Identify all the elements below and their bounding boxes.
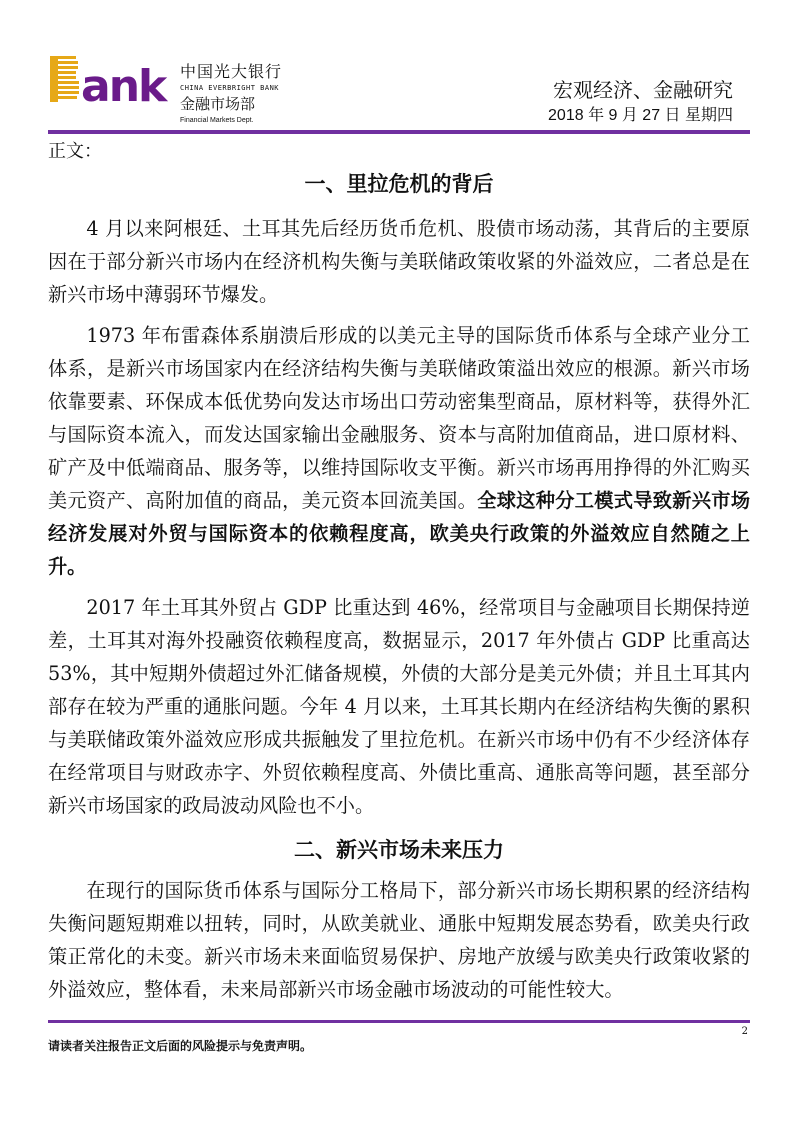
dept-name-cn: 金融市场部 [180,95,256,113]
dept-name-en: Financial Markets Dept. [180,117,254,124]
report-date: 2018 年 9 月 27 日 星期四 [548,107,733,124]
bank-name-en: CHINA EVERBRIGHT BANK [180,84,280,92]
page-number: 2 [741,1026,748,1037]
paragraph: 在现行的国际货币体系与国际分工格局下，部分新兴市场长期积累的经济结构失衡问题短期难以扭转，同时，从欧美就业、通胀中短期发展态势看，欧美央行政策正常化的未变。新兴市场未来面临贸易保护、房地产放缓与欧美央行政策收紧的外溢效应，整体看，未来局部新兴市场金融市场波动的可能性较大。 [48,879,750,1001]
body-label: 正文： [48,141,102,162]
paragraph: 2017 年土耳其外贸占 GDP 比重达到 46%，经常项目与金融项目长期保持逆差，土耳其对海外投融资依赖程度高，数据显示，2017 年外债占 GDP 比重高达 53%，其中短期外债超过外汇储备规模，外债的大部分是美元外债；并且土耳其内部存在较为严重的通胀问题。今年 4 月以来，土耳其长期内在经济结构失衡的累积与美联储政策外溢效应形成共振触发了里拉危机。在新兴市场中仍有不少经济体存在经常项目与财政赤字、外贸依赖程度高、外债比重高、通胀高等问题，甚至部分新兴市场国家的政局波动风险也不小。 [48,596,750,817]
document-body [48,164,750,1006]
footer-divider [48,1020,750,1023]
section-heading: 二、新兴市场未来压力 [294,838,504,862]
paragraph: 1973 年布雷森体系崩溃后形成的以美元主导的国际货币体系与全球产业分工体系，是新兴市场国家内在经济结构失衡与美联储政策溢出效应的根源。新兴市场依靠要素、环保成本低优势向发达市场出口劳动密集型商品，原材料等，获得外汇与国际资本流入，而发达国家输出金融服务、资本与高附加值商品，进口原材料、矿产及中低端商品、服务等，以维持国际收支平衡。新兴市场再用挣得的外汇购买美元资产、高附加值的商品，美元资本回流美国。全球这种分工模式导致新兴市场经济发展对外贸与国际资本的依赖程度高，欧美央行政策的外溢效应自然随之上升。 [48,324,751,578]
bank-name-cn: 中国光大银行 [180,62,283,81]
section-heading: 一、里拉危机的背后 [304,172,494,196]
report-title: 宏观经济、金融研究 [553,78,733,102]
header-divider [48,130,750,134]
bold-emphasis: 全球这种分工模式导致新兴市场经济发展对外贸与国际资本的依赖程度高，欧美央行政策的外溢效应自然随之上升。 [48,489,751,578]
bank-logo [50,56,180,102]
svg-text:ank: ank [81,61,166,102]
page-header [0,0,793,130]
paragraph: 4 月以来阿根廷、土耳其先后经历货币危机、股债市场动荡，其背后的主要原因在于部分新兴市场内在经济机构失衡与美联储政策收紧的外溢效应，二者总是在新兴市场中薄弱环节爆发。 [48,217,750,306]
disclaimer: 请读者关注报告正文后面的风险提示与免责声明。 [48,1039,313,1053]
